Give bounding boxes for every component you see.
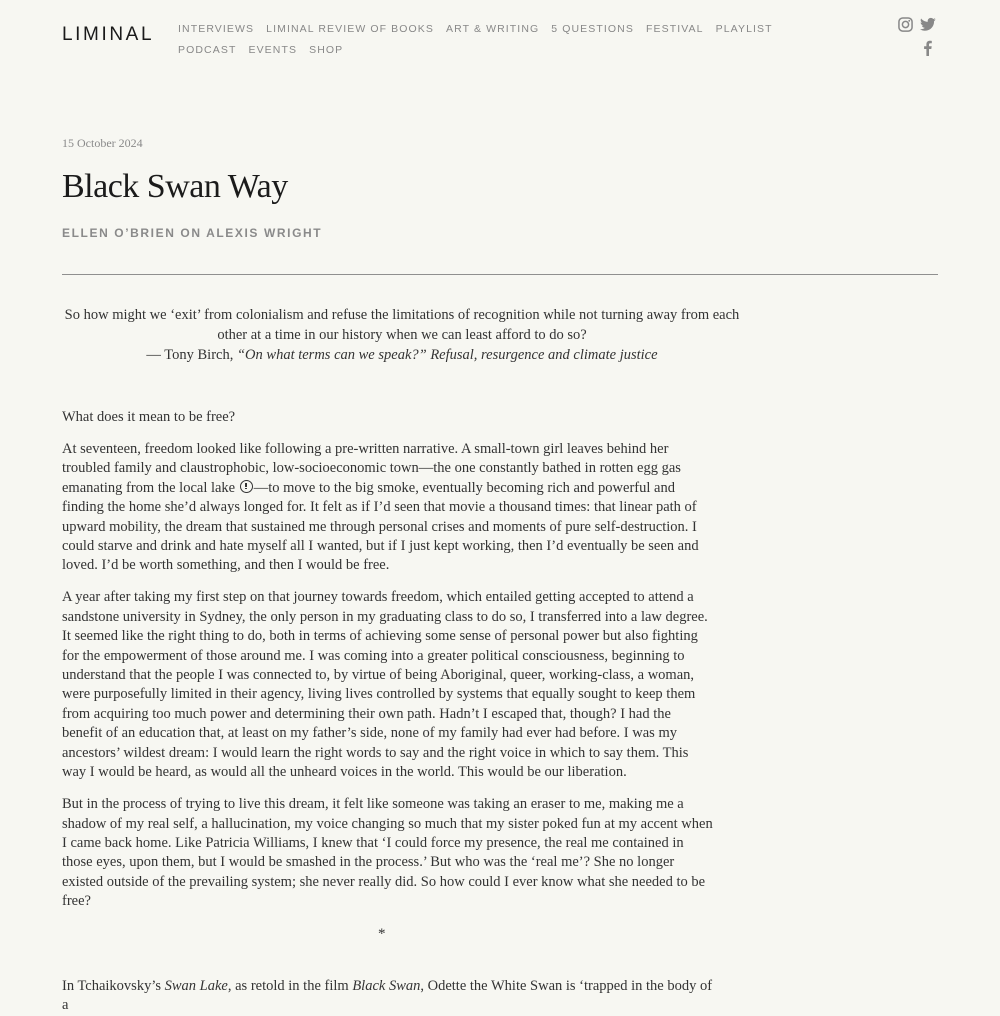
nav-item-5-questions[interactable]: 5 QUESTIONS <box>551 23 634 35</box>
nav-item-shop[interactable]: SHOP <box>309 44 344 56</box>
nav-item-art-writing[interactable]: ART & WRITING <box>446 23 540 35</box>
work-title: Swan Lake <box>164 978 228 994</box>
paragraph-text: , as retold in the film <box>227 978 353 994</box>
paragraph <box>62 440 714 576</box>
paragraph: What does it mean to be free? <box>62 409 236 425</box>
epigraph-source: “On what terms can we speak?” Refusal, resurgence and climate justice <box>236 347 658 363</box>
section-break-asterism: * <box>378 926 386 942</box>
epigraph <box>62 305 742 365</box>
article-byline: ELLEN O’BRIEN ON ALEXIS WRIGHT <box>62 226 323 240</box>
nav-item-events[interactable]: EVENTS <box>248 44 298 56</box>
paragraph-text: At seventeen, freedom looked like following a pre-written narrative. A small-town girl leaves behind her troubled family and claustrophobic, low-socioeconomic town—the one constantly bathed in rotten egg gas emanating from the local lake <box>62 441 681 496</box>
paragraph-text: —to move to the big smoke, eventually becoming rich and powerful and finding the home she’d always longed for. It felt as if I’d seen that movie a thousand times: that linear path of upward mobility, the dream that sustained me through personal crises and moments of pure self-destruction. I could starve and drink and hate myself all I wanted, but if I just kept working, then I’d eventually be seen and loved. I’d be worth something, and then I would be free. <box>62 479 699 574</box>
site-logo[interactable]: LIMINAL <box>62 24 155 45</box>
article-body <box>62 408 714 924</box>
instagram-icon[interactable] <box>898 17 913 32</box>
nav-item-podcast[interactable]: PODCAST <box>178 44 237 56</box>
paragraph-text: , Odette the White Swan is ‘trapped in the body of a <box>62 978 713 1014</box>
epigraph-quote: So how might we ‘exit’ from colonialism and refuse the limitations of recognition while not turning away from each other at a time in our history when we can least afford to do so? <box>64 307 740 343</box>
header-divider <box>62 274 938 275</box>
nav-item-review-of-books[interactable]: LIMINAL REVIEW OF BOOKS <box>266 23 435 35</box>
footnote-info-icon[interactable] <box>240 480 253 493</box>
social-links <box>898 17 938 61</box>
nav-item-playlist[interactable]: PLAYLIST <box>715 23 773 35</box>
facebook-icon[interactable] <box>920 40 936 56</box>
paragraph: A year after taking my first step on that journey towards freedom, which entailed getting accepted to attend a sandstone university in Sydney, the only person in my graduating class to do so, I transferred into a law degree. It seemed like the right thing to do, both in terms of achieving some sense of personal power but also fighting for the empowerment of those around me. I was coming into a greater political consciousness, beginning to understand that the people I was connected to, by virtue of being Aboriginal, queer, working-class, a woman, were purposefully limited in their agency, living lives controlled by systems that equally sought to keep them from acquiring too much power and determining their own path. Hadn’t I escaped that, though? I had the benefit of an education that, at least on my father’s side, none of my family had ever had before. I was my ancestors’ wildest dream: I would learn the right words to say and the right voice in which to say them. This way I would be heard, as would all the unheard voices in the world. This would be our liberation. <box>62 589 708 781</box>
work-title: Black Swan <box>352 978 421 994</box>
nav-item-festival[interactable]: FESTIVAL <box>645 23 704 35</box>
article-date: 15 October 2024 <box>62 136 143 150</box>
epigraph-attribution: — Tony Birch, <box>146 347 234 363</box>
twitter-icon[interactable] <box>920 17 936 32</box>
paragraph: But in the process of trying to live this dream, it felt like someone was taking an eraser to me, making me a shadow of my real self, a hallucination, my voice changing so much that my sister poked fun at my accent when I came back home. Like Patricia Williams, I knew that ‘I could force my presence, the real me contained in those eyes, upon them, but I would be smashed in the process.’ But who was the ‘real me’? She no longer existed outside of the prevailing system; she never really did. So how could I ever know what she needed to be free? <box>62 796 713 910</box>
main-nav <box>178 19 818 61</box>
article-title: Black Swan Way <box>62 168 288 205</box>
paragraph <box>62 977 714 1016</box>
site-header <box>0 0 1000 80</box>
paragraph-text: In Tchaikovsky’s <box>62 978 165 994</box>
nav-item-interviews[interactable]: INTERVIEWS <box>178 23 255 35</box>
